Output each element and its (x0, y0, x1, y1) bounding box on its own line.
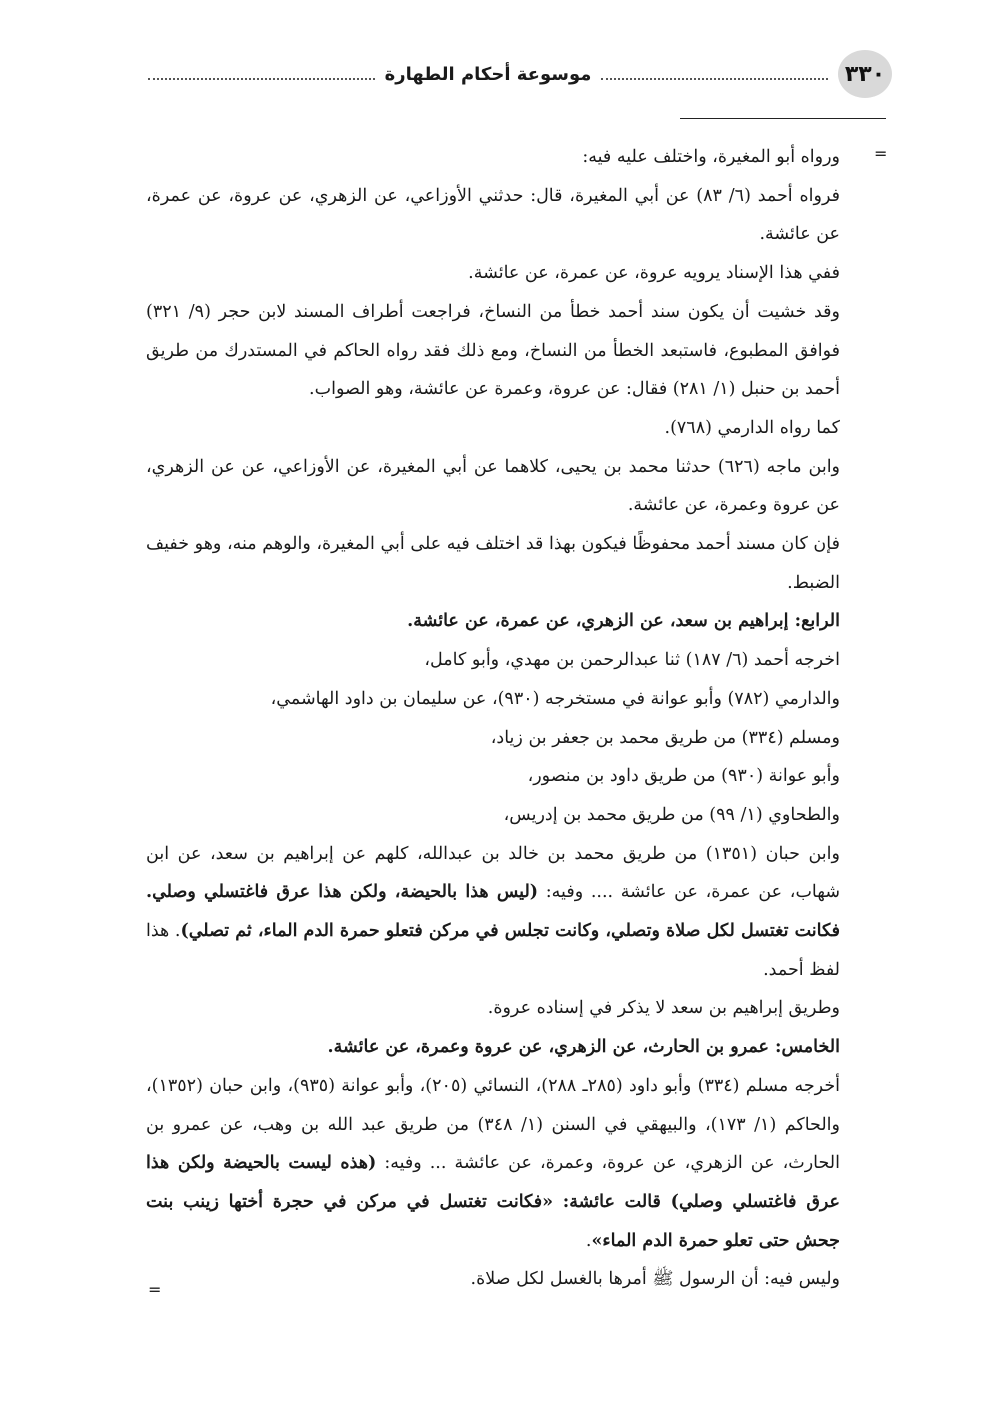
footnote-text (146, 138, 840, 1299)
paragraph (146, 448, 840, 525)
text-run: ففي هذا الإسناد يرويه عروة، عن عمرة، عن عائشة. (468, 263, 840, 284)
text-run: وابن ماجه (٦٢٦) حدثنا محمد بن يحيى، كلاهما عن أبي المغيرة، عن الأوزاعي، عن عن الزهري، عن عروة وعمرة، عن عائشة. (146, 456, 841, 516)
paragraph (146, 138, 840, 177)
book-title: موسوعة أحكام الطهارة (384, 63, 592, 85)
header-dots-left (148, 78, 375, 80)
paragraph (146, 1028, 840, 1067)
paragraph (146, 835, 840, 990)
bold-text: الرابع: إبراهيم بن سعد، عن الزهري، عن عمرة، عن عائشة. (407, 611, 840, 632)
paragraph (146, 409, 840, 448)
text-run: . (585, 1230, 592, 1251)
text-run: فإن كان مسند أحمد محفوظًا فيكون بهذا قد اختلف فيه على أبي المغيرة، والوهم منه، وهو خفيف الضبط. (146, 534, 840, 593)
paragraph (146, 1067, 840, 1261)
paragraph (146, 177, 840, 254)
text-run: ورواه أبو المغيرة، واختلف عليه فيه: (582, 147, 840, 167)
text-run: وطريق إبراهيم بن سعد لا يذكر في إسناده عروة. (487, 998, 840, 1019)
text-run: فرواه أحمد (٦/ ٨٣) عن أبي المغيرة، قال: حدثني الأوزاعي، عن الزهري، عن عروة، عن عمرة، عن عائشة. (146, 185, 840, 245)
text-run: والدارمي (٧٨٢) وأبو عوانة في مستخرجه (٩٣٠)، عن سليمان بن داود الهاشمي، (270, 688, 840, 709)
paragraph (146, 1260, 840, 1299)
paragraph (146, 293, 840, 409)
text-run: وليس فيه: أن الرسول ﷺ أمرها بالغسل لكل صلاة. (470, 1269, 840, 1290)
text-run: وابن حبان (١٣٥١) من طريق محمد بن خالد بن عبدالله، كلهم عن إبراهيم بن سعد، عن ابن شهاب، عن عمرة، عن عائشة .... وفيه: (146, 843, 840, 903)
paragraph (146, 989, 840, 1028)
bold-text: (ليس هذا بالحيضة، ولكن هذا عرق فاغتسلي وصلي. فكانت تغتسل لكل صلاة وتصلي، وكانت تجلس في مركن فتعلو حمرة الدم الماء، ثم تصلي) (146, 882, 840, 942)
continuation-mark-top: = (874, 144, 888, 163)
continuation-mark-bottom: = (148, 1280, 162, 1299)
paragraph (146, 757, 840, 796)
running-header (140, 42, 892, 102)
paragraph (146, 254, 840, 293)
text-run: أخرجه مسلم (٣٣٤) وأبو داود (٢٨٥ـ ٢٨٨)، النسائي (٢٠٥)، وأبو عوانة (٩٣٥)، وابن حبان (١٣٥٢)، والحاكم (١/ ١٧٣)، والبيهقي في السنن (١/ ٣٤٨) من طريق عبد الله بن وهب، عن عمرو بن الحارث، عن الزهري، عن عروة، وعمرة، عن عائشة ... وفيه: (146, 1075, 841, 1174)
paragraph (146, 719, 840, 758)
header-title-row (148, 58, 828, 90)
paragraph (146, 525, 840, 602)
bold-text: (هذه ليست بالحيضة ولكن هذا عرق فاغتسلي وصلي) قالت عائشة: «فكانت تغتسل في مركن في حجرة أختها زينب بنت جحش حتى تعلو حمرة الدم الماء» (146, 1153, 840, 1251)
text-run: وقد خشيت أن يكون سند أحمد خطأ من النساخ، فراجعت أطراف المسند لابن حجر (٩/ ٣٢١) فوافق المطبوع، فاستبعد الخطأ من النساخ، ومع ذلك فقد رواه الحاكم في المستدرك من طريق أحمد بن حنبل (١/ ٢٨١) فقال: عن عروة، وعمرة عن عائشة، وهو الصواب. (146, 301, 840, 400)
paragraph (146, 641, 840, 680)
text-run: ومسلم (٣٣٤) من طريق محمد بن جعفر بن زياد، (490, 727, 840, 748)
paragraph (146, 680, 840, 719)
text-run: وأبو عوانة (٩٣٠) من طريق داود بن منصور، (527, 766, 840, 787)
bold-text: الخامس: عمرو بن الحارث، عن الزهري، عن عروة وعمرة، عن عائشة. (327, 1037, 840, 1058)
page-number-badge: ٣٣٠ (838, 50, 892, 98)
footnote-separator (680, 118, 886, 119)
paragraph (146, 602, 840, 641)
text-run: والطحاوي (١/ ٩٩) من طريق محمد بن إدريس، (503, 804, 840, 825)
text-run: اخرجه أحمد (٦/ ١٨٧) ثنا عبدالرحمن بن مهدي، وأبو كامل، (424, 650, 840, 671)
paragraph (146, 796, 840, 835)
text-run: كما رواه الدارمي (٧٦٨). (664, 417, 840, 438)
header-dots-right (601, 78, 828, 80)
text-run: . هذا لفظ أحمد. (146, 921, 840, 980)
